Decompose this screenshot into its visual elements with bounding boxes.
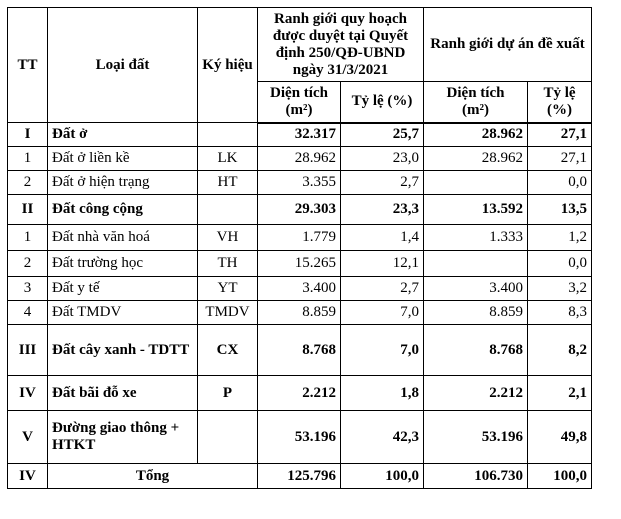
row-area-2: 8.859 — [424, 301, 528, 325]
row-tt: 2 — [8, 171, 48, 195]
row-pct-2: 49,8 — [528, 411, 592, 464]
total-pct-1: 100,0 — [341, 464, 424, 489]
header-tt: TT — [8, 8, 48, 123]
header-area-2-label: Diện tích — [446, 84, 505, 101]
row-code — [198, 195, 258, 225]
row-tt: 4 — [8, 301, 48, 325]
row-area-1: 8.768 — [258, 325, 341, 376]
total-label: Tổng — [48, 464, 258, 489]
header-pct-2-unit: (%) — [547, 101, 572, 118]
row-code: LK — [198, 147, 258, 171]
row-area-2 — [424, 251, 528, 277]
row-tt: 2 — [8, 251, 48, 277]
header-area-1-label: Diện tích — [270, 84, 328, 101]
row-code: YT — [198, 277, 258, 301]
row-pct-1: 42,3 — [341, 411, 424, 464]
row-name: Đất bãi đỗ xe — [48, 376, 198, 411]
row-area-2: 28.962 — [424, 147, 528, 171]
row-area-2: 2.212 — [424, 376, 528, 411]
row-pct-2: 3,2 — [528, 277, 592, 301]
table-row — [8, 195, 592, 225]
header-area-2-unit: (m²) — [462, 101, 489, 118]
row-tt: V — [8, 411, 48, 464]
row-code — [198, 123, 258, 147]
row-area-2: 1.333 — [424, 225, 528, 251]
row-area-1: 3.400 — [258, 277, 341, 301]
row-pct-1: 23,3 — [341, 195, 424, 225]
row-code: TH — [198, 251, 258, 277]
table-row — [8, 251, 592, 277]
row-name: Đất trường học — [48, 251, 198, 277]
row-pct-1: 2,7 — [341, 171, 424, 195]
row-name: Đất nhà văn hoá — [48, 225, 198, 251]
row-area-1: 3.355 — [258, 171, 341, 195]
row-pct-2: 27,1 — [528, 123, 592, 147]
row-area-2: 3.400 — [424, 277, 528, 301]
header-pct-2 — [528, 82, 592, 123]
header-ky-hieu: Ký hiệu — [198, 8, 258, 123]
row-pct-1: 1,8 — [341, 376, 424, 411]
table-row — [8, 411, 592, 464]
row-area-2 — [424, 171, 528, 195]
row-pct-2: 0,0 — [528, 171, 592, 195]
row-name: Đất ở liền kề — [48, 147, 198, 171]
row-area-2: 28.962 — [424, 123, 528, 147]
row-code — [198, 411, 258, 464]
header-area-1 — [258, 82, 341, 123]
row-tt: II — [8, 195, 48, 225]
row-pct-1: 12,1 — [341, 251, 424, 277]
row-code: P — [198, 376, 258, 411]
total-area-2: 106.730 — [424, 464, 528, 489]
row-area-1: 32.317 — [258, 123, 341, 147]
row-tt: I — [8, 123, 48, 147]
table-row — [8, 301, 592, 325]
row-pct-2: 8,3 — [528, 301, 592, 325]
row-code: CX — [198, 325, 258, 376]
header-area-2 — [424, 82, 528, 123]
row-area-1: 53.196 — [258, 411, 341, 464]
row-name: Đường giao thông + HTKT — [48, 411, 198, 464]
row-area-1: 1.779 — [258, 225, 341, 251]
header-pct-2-label: Tỷ lệ — [543, 84, 576, 101]
total-pct-2: 100,0 — [528, 464, 592, 489]
row-pct-1: 25,7 — [341, 123, 424, 147]
row-area-1: 29.303 — [258, 195, 341, 225]
row-tt: 1 — [8, 225, 48, 251]
row-area-1: 2.212 — [258, 376, 341, 411]
row-area-1: 8.859 — [258, 301, 341, 325]
row-name: Đất ở hiện trạng — [48, 171, 198, 195]
row-code: HT — [198, 171, 258, 195]
row-area-2: 8.768 — [424, 325, 528, 376]
row-code: VH — [198, 225, 258, 251]
table-row — [8, 123, 592, 147]
table-row — [8, 325, 592, 376]
land-use-table — [7, 7, 592, 489]
header-loai-dat: Loại đất — [48, 8, 198, 123]
row-pct-2: 13,5 — [528, 195, 592, 225]
row-pct-2: 27,1 — [528, 147, 592, 171]
header-area-1-unit: (m²) — [285, 101, 313, 118]
row-pct-1: 2,7 — [341, 277, 424, 301]
row-tt: 3 — [8, 277, 48, 301]
row-pct-1: 1,4 — [341, 225, 424, 251]
total-row — [8, 464, 592, 489]
row-tt: III — [8, 325, 48, 376]
header-group-proposed: Ranh giới dự án đề xuất — [424, 8, 592, 82]
row-pct-1: 7,0 — [341, 325, 424, 376]
row-pct-2: 2,1 — [528, 376, 592, 411]
row-area-2: 13.592 — [424, 195, 528, 225]
header-group-approved: Ranh giới quy hoạch được duyệt tại Quyết định 250/QĐ-UBND ngày 31/3/2021 — [258, 8, 424, 82]
table-row — [8, 147, 592, 171]
row-code: TMDV — [198, 301, 258, 325]
table-row — [8, 376, 592, 411]
header-row-1 — [8, 8, 592, 82]
table-row — [8, 277, 592, 301]
row-tt: 1 — [8, 147, 48, 171]
row-pct-2: 0,0 — [528, 251, 592, 277]
row-pct-2: 8,2 — [528, 325, 592, 376]
row-pct-1: 7,0 — [341, 301, 424, 325]
header-pct-1: Tỷ lệ (%) — [341, 82, 424, 123]
total-area-1: 125.796 — [258, 464, 341, 489]
table-row — [8, 225, 592, 251]
row-name: Đất TMDV — [48, 301, 198, 325]
row-name: Đất công cộng — [48, 195, 198, 225]
total-tt: IV — [8, 464, 48, 489]
row-pct-1: 23,0 — [341, 147, 424, 171]
row-area-1: 15.265 — [258, 251, 341, 277]
row-pct-2: 1,2 — [528, 225, 592, 251]
row-tt: IV — [8, 376, 48, 411]
table-row — [8, 171, 592, 195]
row-name: Đất ở — [48, 123, 198, 147]
row-name: Đất cây xanh - TDTT — [48, 325, 198, 376]
row-area-2: 53.196 — [424, 411, 528, 464]
row-area-1: 28.962 — [258, 147, 341, 171]
row-name: Đất y tế — [48, 277, 198, 301]
